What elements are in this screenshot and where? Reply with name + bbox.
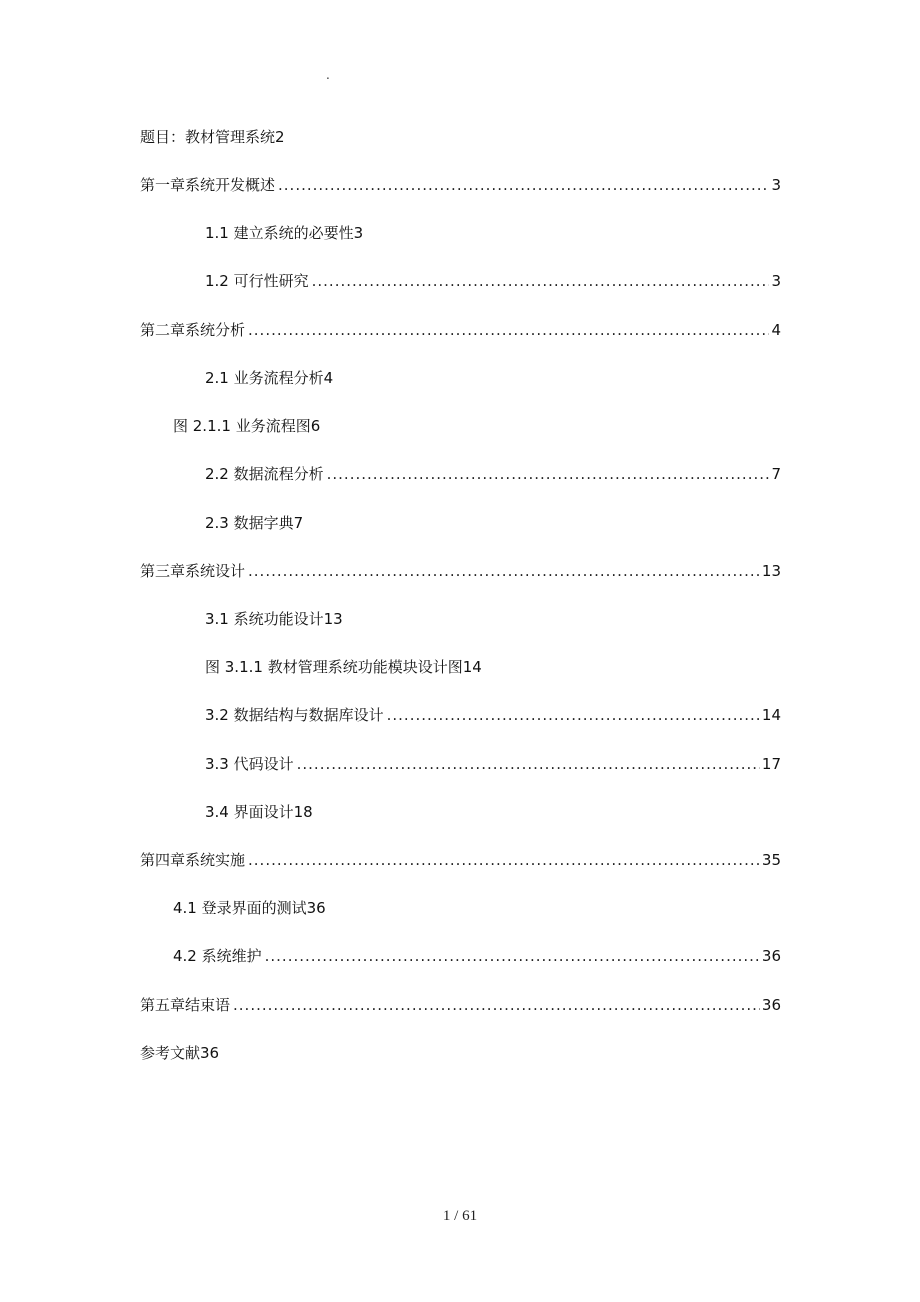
toc-dot-leader — [248, 850, 760, 870]
toc-entry-label: 2.3 数据字典 — [205, 514, 294, 532]
toc-entry-chapter-2[interactable] — [140, 320, 781, 340]
toc-entry-label: 3.1 系统功能设计 — [205, 610, 324, 628]
toc-entry-2-1[interactable] — [205, 368, 333, 388]
toc-dot-leader — [297, 754, 760, 774]
toc-entry-2-3[interactable] — [205, 513, 303, 533]
toc-entry-page: 2 — [275, 128, 285, 146]
toc-entry-label: 第一章系统开发概述 — [140, 176, 276, 194]
toc-dot-leader — [312, 271, 770, 291]
toc-entry-label: 第三章系统设计 — [140, 562, 246, 580]
toc-entry-page: 18 — [293, 803, 313, 821]
toc-entry-label: 第四章系统实施 — [140, 851, 246, 869]
toc-entry-3-1[interactable] — [205, 609, 343, 629]
toc-entry-page: 14 — [761, 706, 781, 724]
toc-entry-chapter-4[interactable] — [140, 850, 781, 870]
toc-entry-label: 2.2 数据流程分析 — [205, 465, 324, 483]
toc-entry-label: 图 3.1.1 教材管理系统功能模块设计图 — [205, 658, 463, 676]
toc-entry-page: 13 — [323, 610, 343, 628]
toc-entry-label: 3.4 界面设计 — [205, 803, 294, 821]
toc-entry-page: 3 — [771, 272, 781, 290]
toc-entry-label: 3.3 代码设计 — [205, 755, 294, 773]
page-indicator: 1 / 61 — [442, 1208, 478, 1224]
toc-entry-page: 35 — [761, 851, 781, 869]
toc-entry-1-1[interactable] — [205, 223, 363, 243]
toc-entry-4-2[interactable] — [173, 946, 781, 966]
toc-entry-label: 图 2.1.1 业务流程图 — [173, 417, 311, 435]
toc-entry-chapter-5[interactable] — [140, 995, 781, 1015]
toc-entry-4-1[interactable] — [173, 898, 326, 918]
header-mark: . — [326, 68, 330, 82]
toc-entry-page: 3 — [771, 176, 781, 194]
toc-dot-leader — [265, 946, 760, 966]
toc-entry-page: 36 — [761, 996, 781, 1014]
toc-entry-page: 17 — [761, 755, 781, 773]
toc-entry-page: 6 — [310, 417, 321, 435]
toc-dot-leader — [248, 320, 769, 340]
toc-entry-label: 3.2 数据结构与数据库设计 — [205, 706, 384, 724]
toc-entry-page: 36 — [200, 1044, 220, 1062]
toc-entry-references[interactable] — [140, 1043, 219, 1063]
toc-entry-page: 13 — [761, 562, 781, 580]
toc-entry-3-4[interactable] — [205, 802, 313, 822]
toc-entry-page: 4 — [771, 321, 781, 339]
toc-entry-label: 2.1 业务流程分析 — [205, 369, 324, 387]
toc-entry-label: 4.2 系统维护 — [173, 947, 262, 965]
toc-entry-label: 4.1 登录界面的测试 — [173, 899, 307, 917]
toc-entry-2-2[interactable] — [205, 464, 781, 484]
toc-dot-leader — [278, 175, 769, 195]
toc-entry-label: 参考文献 — [140, 1044, 201, 1062]
toc-entry-chapter-1[interactable] — [140, 175, 781, 195]
toc-entry-label: 第二章系统分析 — [140, 321, 246, 339]
toc-entry-3-2[interactable] — [205, 705, 781, 725]
toc-entry-figure-2-1-1[interactable] — [173, 416, 320, 436]
toc-entry-3-3[interactable] — [205, 754, 781, 774]
toc-entry-label: 题目：教材管理系统 — [140, 128, 276, 146]
toc-entry-page: 14 — [462, 658, 482, 676]
toc-entry-chapter-3[interactable] — [140, 561, 781, 581]
toc-dot-leader — [248, 561, 760, 581]
toc-dot-leader — [233, 995, 760, 1015]
toc-entry-page: 7 — [771, 465, 781, 483]
toc-entry-page: 3 — [353, 224, 364, 242]
toc-entry-label: 1.1 建立系统的必要性 — [205, 224, 354, 242]
toc-entry-title[interactable] — [140, 127, 285, 147]
toc-entry-page: 7 — [293, 514, 304, 532]
toc-entry-label: 1.2 可行性研究 — [205, 272, 309, 290]
toc-dot-leader — [327, 464, 770, 484]
toc-entry-1-2[interactable] — [205, 271, 781, 291]
toc-entry-figure-3-1-1[interactable] — [205, 657, 482, 677]
toc-entry-page: 4 — [323, 369, 334, 387]
toc-dot-leader — [387, 705, 760, 725]
toc-entry-label: 第五章结束语 — [140, 996, 231, 1014]
toc-entry-page: 36 — [306, 899, 326, 917]
toc-entry-page: 36 — [761, 947, 781, 965]
